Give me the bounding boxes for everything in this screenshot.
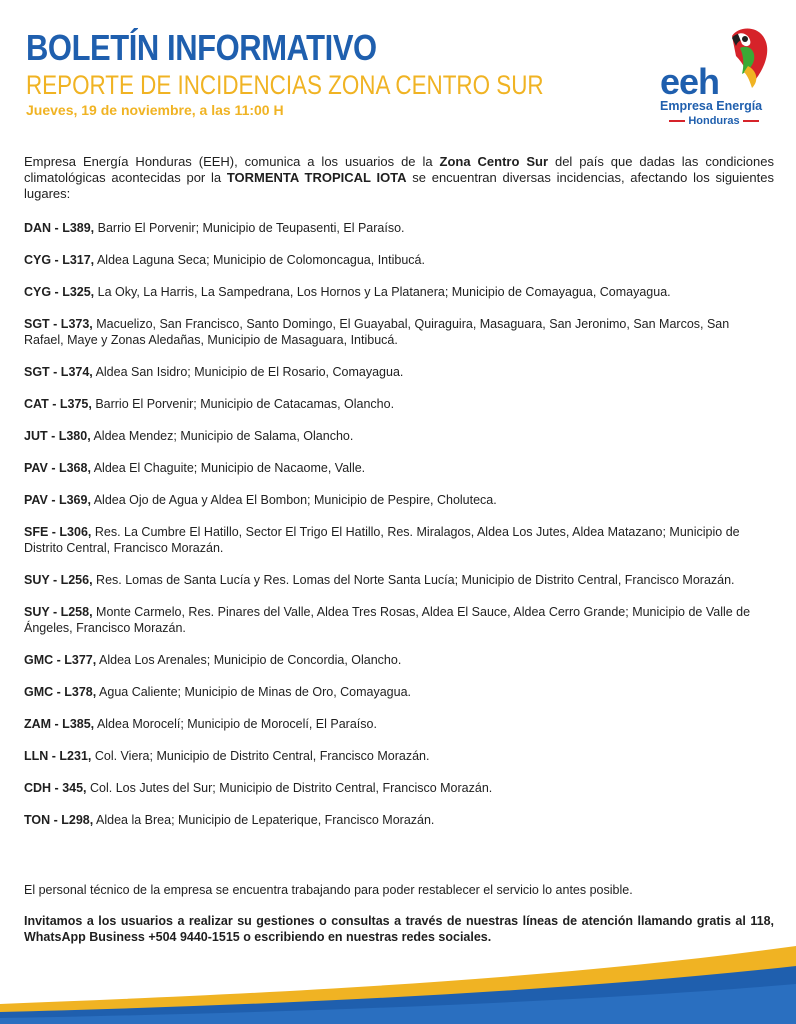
incident-list — [24, 220, 772, 844]
incident-code: CDH - 345, — [24, 781, 87, 795]
incident-item — [24, 396, 772, 412]
incident-location: Agua Caliente; Municipio de Minas de Oro, Comayagua. — [96, 685, 412, 699]
incident-location: Macuelizo, San Francisco, Santo Domingo, El Guayabal, Quiraguira, Masaguara, San Jeronimo, San Marcos, San Rafael, Maye y Zonas Aledañas, Municipio de Masaguara, Intibucá. — [24, 317, 730, 347]
incident-item — [24, 652, 772, 668]
incident-item — [24, 684, 772, 700]
incident-code: SUY - L256, — [24, 573, 93, 587]
incident-code: DAN - L389, — [24, 221, 95, 235]
bulletin-title: BOLETÍN INFORMATIVO — [26, 27, 377, 68]
incident-item — [24, 284, 772, 300]
report-subtitle: REPORTE DE INCIDENCIAS ZONA CENTRO SUR — [26, 70, 544, 100]
incident-item — [24, 604, 772, 636]
incident-location: Aldea El Chaguite; Municipio de Nacaome, Valle. — [90, 461, 366, 475]
incident-item — [24, 252, 772, 268]
incident-location: Col. Viera; Municipio de Distrito Central, Francisco Morazán. — [91, 749, 430, 763]
incident-code: GMC - L377, — [24, 653, 97, 667]
incident-location: Aldea la Brea; Municipio de Lepaterique, Francisco Morazán. — [93, 813, 435, 827]
incident-code: CAT - L375, — [24, 397, 92, 411]
decorative-wave — [0, 944, 796, 1024]
incident-item — [24, 748, 772, 764]
incident-code: SFE - L306, — [24, 525, 92, 539]
logo-country — [658, 115, 770, 127]
incident-item — [24, 220, 772, 236]
incident-item — [24, 812, 772, 828]
incident-item — [24, 364, 772, 380]
incident-code: JUT - L380, — [24, 429, 91, 443]
incident-code: ZAM - L385, — [24, 717, 95, 731]
intro-text-2: del país que dadas las condiciones climatológicas acontecidas por la — [24, 154, 774, 185]
intro-storm: TORMENTA TROPICAL IOTA — [226, 170, 407, 185]
incident-location: La Oky, La Harris, La Sampedrana, Los Hornos y La Platanera; Municipio de Comayagua, Comayagua. — [94, 285, 671, 299]
incident-code: SUY - L258, — [24, 605, 93, 619]
incident-code: PAV - L369, — [24, 493, 91, 507]
incident-item — [24, 572, 772, 588]
bulletin-header — [26, 28, 586, 119]
incident-item — [24, 492, 772, 508]
incident-item — [24, 316, 772, 348]
eeh-logo — [656, 26, 774, 136]
incident-item — [24, 460, 772, 476]
incident-code: CYG - L325, — [24, 285, 95, 299]
footer-note: El personal técnico de la empresa se encuentra trabajando para poder restablecer el servicio lo antes posible. — [24, 883, 633, 897]
incident-code: PAV - L368, — [24, 461, 91, 475]
report-datetime: Jueves, 19 de noviembre, a las 11:00 H — [26, 102, 284, 118]
incident-location: Aldea Mendez; Municipio de Salama, Olancho. — [90, 429, 354, 443]
incident-item — [24, 524, 772, 556]
incident-location: Col. Los Jutes del Sur; Municipio de Distrito Central, Francisco Morazán. — [86, 781, 493, 795]
incident-location: Barrio El Porvenir; Municipio de Catacamas, Olancho. — [91, 397, 395, 411]
incident-code: CYG - L317, — [24, 253, 95, 267]
incident-location: Aldea Morocelí; Municipio de Morocelí, El Paraíso. — [94, 717, 377, 731]
incident-location: Aldea Ojo de Agua y Aldea El Bombon; Municipio de Pespire, Choluteca. — [90, 493, 497, 507]
footer-contact: Invitamos a los usuarios a realizar su gestiones o consultas a través de nuestras líneas de atención llamando gratis al 118, WhatsApp Business +504 9440-1515 o escribiendo en nuestras redes sociales. — [24, 914, 774, 944]
incident-code: GMC - L378, — [24, 685, 97, 699]
incident-location: Res. La Cumbre El Hatillo, Sector El Trigo El Hatillo, Res. Miralagos, Aldea Los Jutes, Aldea Matazano; Municipio de Distrito Central, Francisco Morazán. — [24, 525, 740, 555]
incident-item — [24, 428, 772, 444]
incident-code: SGT - L373, — [24, 317, 93, 331]
intro-paragraph — [24, 154, 774, 202]
incident-code: TON - L298, — [24, 813, 94, 827]
incident-location: Barrio El Porvenir; Municipio de Teupasenti, El Paraíso. — [94, 221, 405, 235]
logo-country-label: Honduras — [688, 115, 740, 127]
intro-text-1: Empresa Energía Honduras (EEH), comunica a los usuarios de la — [24, 154, 440, 169]
incident-code: SGT - L374, — [24, 365, 93, 379]
incident-location: Aldea San Isidro; Municipio de El Rosario, Comayagua. — [92, 365, 404, 379]
incident-code: LLN - L231, — [24, 749, 92, 763]
incident-location: Aldea Laguna Seca; Municipio de Colomoncagua, Intibucá. — [94, 253, 425, 267]
intro-text-3: se encuentran diversas incidencias, afectando los siguientes lugares: — [24, 170, 774, 201]
incident-location: Monte Carmelo, Res. Pinares del Valle, Aldea Tres Rosas, Aldea El Sauce, Aldea Cerro Grande; Municipio de Valle de Ángeles, Francisco Morazán. — [24, 605, 751, 635]
incident-item — [24, 716, 772, 732]
logo-mark: eeh — [660, 61, 720, 102]
incident-location: Res. Lomas de Santa Lucía y Res. Lomas del Norte Santa Lucía; Municipio de Distrito Central, Francisco Morazán. — [92, 573, 735, 587]
incident-location: Aldea Los Arenales; Municipio de Concordia, Olancho. — [96, 653, 402, 667]
logo-company-name: Empresa Energía — [660, 99, 763, 113]
intro-zone: Zona Centro Sur — [439, 154, 549, 169]
incident-item — [24, 780, 772, 796]
